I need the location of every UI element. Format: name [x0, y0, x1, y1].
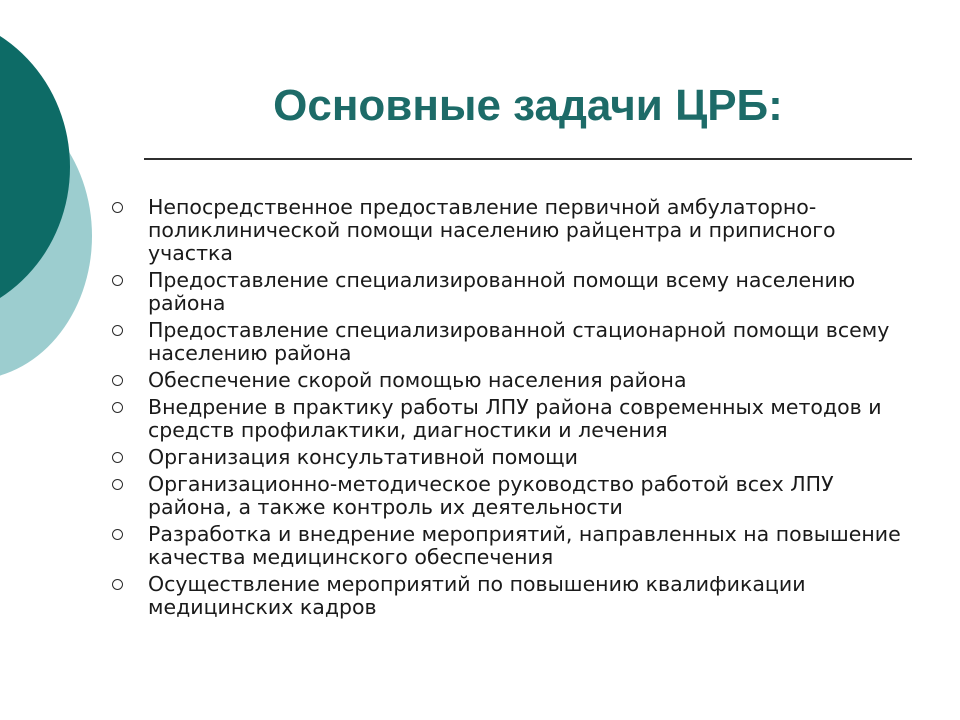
list-item-text: Предоставление специализированной стационарной помощи всему населению района: [148, 318, 890, 365]
bullet-circle-icon: [112, 325, 123, 336]
list-item: [112, 446, 912, 469]
list-item-text: Непосредственное предоставление первичной амбулаторно-поликлинической помощи населению райцентра и приписного участка: [148, 195, 836, 265]
list-item-text: Организация консультативной помощи: [148, 445, 578, 469]
list-item: [112, 369, 912, 392]
list-item-text: Организационно-методическое руководство работой всех ЛПУ района, а также контроль их деятельности: [148, 472, 834, 519]
task-list: [112, 196, 912, 623]
list-item-text: Осуществление мероприятий по повышению квалификации медицинских кадров: [148, 572, 806, 619]
bullet-circle-icon: [112, 452, 123, 463]
list-item: [112, 196, 912, 265]
list-item-text: Внедрение в практику работы ЛПУ района современных методов и средств профилактики, диагностики и лечения: [148, 395, 882, 442]
list-item: [112, 396, 912, 442]
bullet-circle-icon: [112, 529, 123, 540]
list-item: [112, 523, 912, 569]
list-item: [112, 319, 912, 365]
bullet-circle-icon: [112, 275, 123, 286]
list-item-text: Обеспечение скорой помощью населения района: [148, 368, 687, 392]
list-item: [112, 269, 912, 315]
list-item: [112, 473, 912, 519]
slide-title: Основные задачи ЦРБ:: [273, 81, 783, 130]
bullet-circle-icon: [112, 479, 123, 490]
bullet-circle-icon: [112, 402, 123, 413]
list-item: [112, 573, 912, 619]
title-divider: [144, 158, 912, 160]
bullet-circle-icon: [112, 202, 123, 213]
bullet-circle-icon: [112, 375, 123, 386]
list-item-text: Предоставление специализированной помощи всему населению района: [148, 268, 856, 315]
list-item-text: Разработка и внедрение мероприятий, направленных на повышение качества медицинского обеспечения: [148, 522, 901, 569]
bullet-circle-icon: [112, 579, 123, 590]
